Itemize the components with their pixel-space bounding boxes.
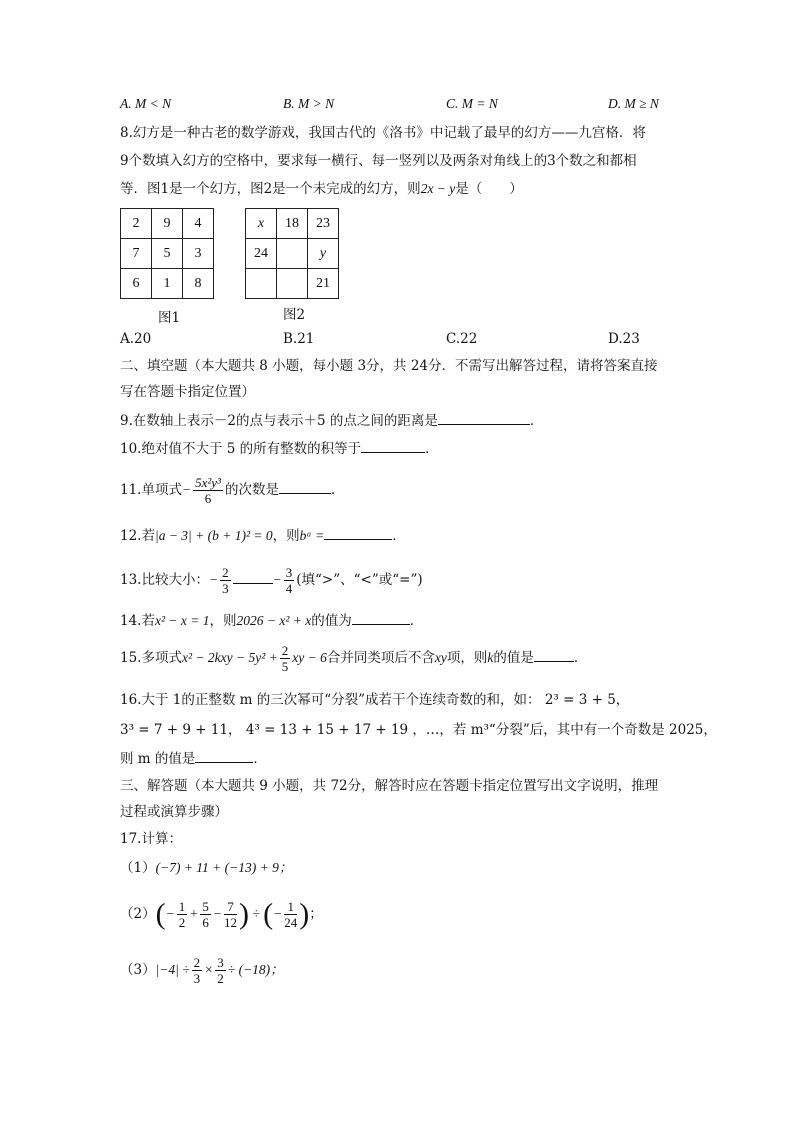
fig2-row (246, 269, 339, 299)
q10-text (120, 438, 439, 459)
q17-part2-open-paren: ( (155, 897, 166, 931)
fig1-row (121, 269, 214, 299)
q11-denominator: 6 (204, 491, 212, 506)
q11-text (120, 470, 344, 510)
q12-answer-blank (324, 525, 392, 540)
fig1-cell: 7 (121, 239, 152, 269)
q14-expression-2: 2026 − x² + x (236, 613, 312, 628)
q13-stem: 13.比较大小： (120, 572, 209, 588)
q13-denominator-1: 3 (222, 581, 229, 596)
q13-numerator-1: 2 (222, 565, 229, 580)
q11-answer-blank (279, 479, 331, 494)
q17-part1 (120, 858, 292, 878)
q8-option-b: B.21 (283, 331, 315, 347)
q15-fraction (280, 643, 291, 674)
q9-text (120, 410, 543, 431)
q10-end: ． (425, 441, 439, 457)
fig2-row (246, 239, 339, 269)
q13-minus-1: − (208, 572, 219, 587)
q17-part3-num2: 3 (217, 955, 224, 970)
q17-part3-label: （3） (120, 962, 156, 978)
fig1-cell: 9 (152, 209, 183, 239)
q17-part2-frac4: $\frac{1}{24}$ (284, 899, 298, 930)
q8-text-line3-b: 是（ ） (455, 181, 523, 197)
figure1-magic-square (120, 208, 214, 299)
q17-part2-frac3: $\frac{7}{12}$ (223, 899, 237, 930)
q13-text (120, 560, 423, 600)
q12-expression: |a − 3| + (b + 1)² = 0 (154, 528, 273, 543)
q8-option-c: C.22 (446, 331, 478, 347)
q17-part2-label: （2） (120, 906, 156, 922)
fig1-cell: 2 (121, 209, 152, 239)
q15-expression-2: xy − 6 (292, 650, 327, 665)
q16-text-line1: 16.大于 1的正整数 m 的三次幂可“分裂”成若干个连续奇数的和，如： 2³ = 3 + 5， (120, 692, 630, 708)
q14-stem-b: ，则 (209, 613, 237, 629)
fig2-cell: 24 (246, 239, 277, 269)
fig1-cell: 8 (183, 269, 214, 299)
fig1-row (121, 209, 214, 239)
q7-option-c: C. M = N (446, 96, 498, 111)
q12-text (120, 525, 406, 546)
fig1-cell: 5 (152, 239, 183, 269)
section3-heading-line1: 三、解答题（本大题共 9 小题，共 72分，解答时应在答题卡指定位置写出文字说明，推理 (120, 778, 659, 794)
q15-text (120, 638, 587, 678)
q16-text-line2: 3³ = 7 + 9 + 11， 4³ = 13 + 15 + 17 + 19 ，…，若 m³“分裂”后，其中有一个奇数是 2025， (120, 722, 717, 738)
q11-stem: 11.单项式 (120, 482, 182, 498)
q16-answer-blank (195, 748, 253, 763)
q15-xy-term: xy (434, 650, 447, 665)
q14-text (120, 610, 423, 631)
q17-part3-times: × (204, 962, 214, 977)
q9-answer-blank (438, 410, 530, 425)
q11-minus: − (181, 482, 192, 497)
fig2-cell: 21 (308, 269, 339, 299)
q10-answer-blank (361, 438, 425, 453)
fig2-row (246, 209, 339, 239)
q8-text-line2: 9个数填入幻方的空格中，要求每一横行、每一竖列以及两条对角线上的3个数之和都相 (120, 153, 637, 169)
q15-stem: 15.多项式 (120, 650, 182, 666)
q12-end: ． (392, 528, 406, 544)
q17-part3-frac1 (192, 955, 203, 986)
q11-stem-b: 的次数是 (224, 482, 279, 498)
q17-part2-frac2: $\frac{5}{6}$ (202, 899, 209, 930)
q16-stem: 则 m 的值是 (120, 751, 196, 767)
q17-part3-abs: |−4| ÷ (155, 962, 190, 977)
q17-part3 (120, 950, 284, 990)
q8-option-a: A.20 (120, 331, 152, 347)
q17-part3-num1: 2 (193, 955, 201, 970)
q13-numerator-2: 3 (285, 565, 293, 580)
q13-fraction-2 (284, 565, 295, 596)
q10-stem: 10.绝对值不大于 5 的所有整数的积等于 (120, 441, 362, 457)
q14-expression: x² − x = 1 (154, 613, 210, 628)
q11-numerator: 5x²y³ (195, 475, 221, 490)
fig2-cell (277, 239, 308, 269)
q14-stem-c: 的值为 (311, 613, 352, 629)
q13-minus-2: − (272, 572, 282, 587)
q14-end: ． (409, 613, 424, 629)
figure1-caption: 图1 (158, 310, 181, 326)
q15-stem-d: 的值是 (493, 650, 534, 666)
q17-part2: （2）(− $\frac{1}{2}$ + $\frac{5}{6}$ − $\frac{7}{12}$ ) ÷ (− $\frac{1}{24}$ )； (120, 897, 323, 931)
q16-end: ． (253, 751, 267, 767)
q15-end: ． (573, 650, 588, 666)
fig2-cell (246, 269, 277, 299)
fig2-cell: x (246, 209, 277, 239)
fig2-cell: 18 (277, 209, 308, 239)
fig1-cell: 3 (183, 239, 214, 269)
q17-part2-close-paren: ) (238, 897, 249, 931)
q14-answer-blank (352, 610, 410, 625)
section2-heading-line2: 写在答题卡指定位置） (120, 384, 255, 400)
fig1-cell: 6 (121, 269, 152, 299)
fig1-cell: 1 (152, 269, 183, 299)
q15-stem-c: 项，则 (446, 650, 488, 666)
q15-denominator: 5 (281, 659, 289, 674)
fig2-cell (277, 269, 308, 299)
q8-expression: 2x − y (420, 181, 456, 196)
q7-option-d: D. M ≥ N (608, 96, 659, 111)
q16-text-line3 (120, 748, 267, 769)
figure2-magic-square (245, 208, 339, 299)
q17-part3-frac2 (215, 955, 226, 986)
fig2-cell: 23 (308, 209, 339, 239)
q8-option-d: D.23 (608, 331, 640, 347)
q17-part3-rest: ÷ (−18)； (227, 962, 284, 977)
q9-stem: 9.在数轴上表示－2的点与表示＋5 的点之间的距离是 (120, 413, 438, 429)
section2-heading-line1: 二、填空题（本大题共 8 小题，每小题 3分，共 24分．不需写出解答过程，请将答案直接 (120, 358, 658, 374)
q12-expression-2: bᵃ = (299, 528, 325, 543)
q9-end: ． (529, 413, 544, 429)
q12-stem-b: ，则 (272, 528, 300, 544)
q17-part1-expression: (−7) + 11 + (−13) + 9； (155, 860, 293, 875)
fig2-cell: y (308, 239, 339, 269)
section3-heading-line2: 过程或演算步骤） (120, 804, 228, 820)
q13-denominator-2: 4 (285, 581, 293, 596)
q12-stem: 12.若 (120, 528, 155, 544)
q7-option-b: B. M > N (283, 96, 335, 111)
q8-text-line1: 8.幻方是一种古老的数学游戏，我国古代的《洛书》中记载了最早的幻方——九宫格．将 (120, 125, 646, 141)
q15-answer-blank (534, 647, 574, 662)
q11-fraction (193, 475, 223, 506)
q15-stem-b: 合并同类项后不含 (326, 650, 435, 666)
q8-text-line3-a: 等．图1是一个幻方，图2是一个未完成的幻方，则 (120, 181, 421, 197)
q13-instruction: (填“>”、“<”或“=”) (296, 572, 423, 588)
q17-title: 17.计算： (120, 831, 182, 847)
q15-k: k (487, 650, 494, 665)
q7-option-a: A. M < N (120, 96, 172, 111)
q11-end: ． (330, 482, 345, 498)
fig1-row (121, 239, 214, 269)
q17-part3-den1: 3 (193, 971, 201, 986)
q15-numerator: 2 (281, 643, 289, 658)
q17-part3-den2: 2 (217, 971, 224, 986)
q14-stem: 14.若 (120, 613, 155, 629)
figure2-caption: 图2 (283, 307, 306, 323)
fig1-cell: 4 (183, 209, 214, 239)
q13-answer-blank (233, 569, 273, 584)
q13-fraction-1 (220, 565, 231, 596)
q8-text-line3 (120, 179, 523, 199)
q15-expression: x² − 2kxy − 5y² + (181, 650, 278, 665)
q17-part2-frac1: $\frac{1}{2}$ (178, 899, 186, 930)
q17-part1-label: （1） (120, 860, 156, 876)
